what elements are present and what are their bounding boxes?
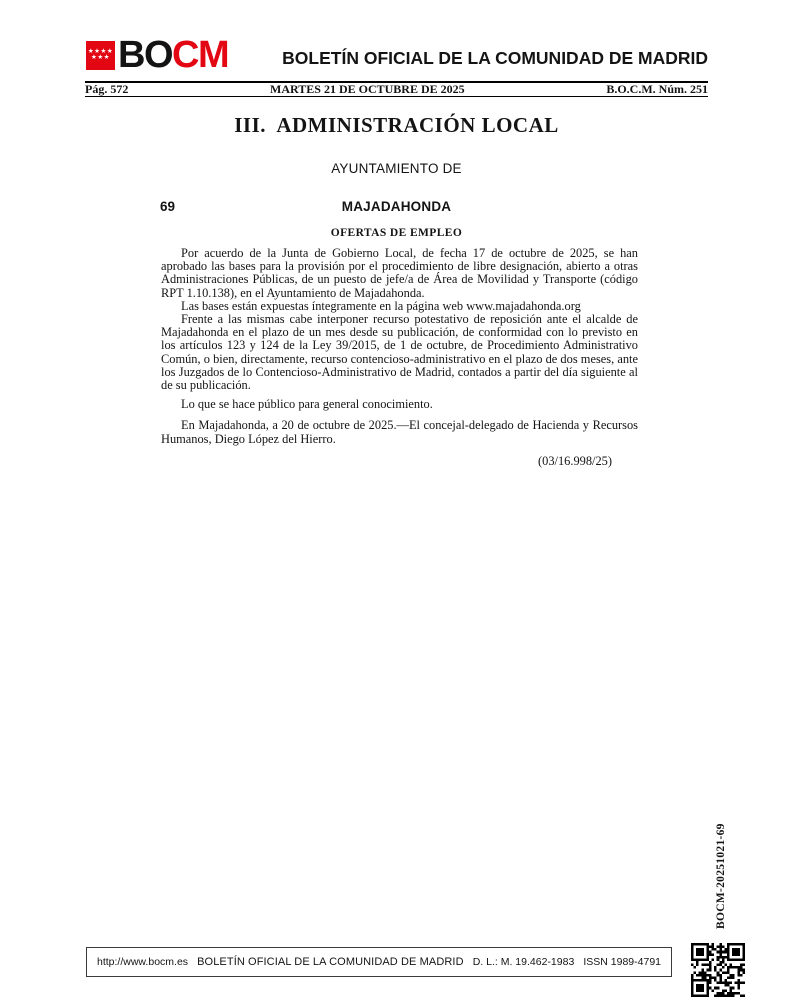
logo-cm: CM — [172, 34, 229, 76]
paragraph: Frente a las mismas cabe interponer recurso potestativo de reposición ante el alcalde de Majadahonda en el plazo de un mes desde su publicación, de conformidad con lo previsto en los artículos 123 y 124 de la Ley 39/2015, de 1 de octubre, de Procedimiento Administrativo Común, o bien, directamente, recurso contencioso-administrativo en el plazo de dos meses, ante los Juzgados de lo Contencioso-Administrativo de Madrid, contados a partir del día siguiente al de su publicación. — [161, 312, 638, 393]
issue-number: B.O.C.M. Núm. 251 — [606, 82, 708, 96]
bocm-logo-text — [118, 34, 229, 76]
madrid-flag-icon — [86, 41, 115, 70]
paragraph: Por acuerdo de la Junta de Gobierno Local, de fecha 17 de octubre de 2025, se han aprobado las bases para la provisión por el procedimiento de libre designación, abierto a otras Administraciones Públicas, de un puesto de jefe/a de Área de Movilidad y Transporte (código RPT 1.10.138), en el Ayuntamiento de Majadahonda. — [161, 246, 638, 300]
footer-bar — [86, 947, 672, 977]
article-body — [161, 247, 638, 468]
reference-code: (03/16.998/25) — [538, 453, 612, 468]
municipality-name: MAJADAHONDA — [341, 199, 452, 214]
flag-stars-row1: ★★★★ — [87, 48, 114, 55]
item-number: 69 — [160, 199, 176, 214]
qr-code-icon — [691, 943, 745, 997]
footer-url: http://www.bocm.es — [97, 956, 189, 968]
footer-issn: ISSN 1989-4791 — [583, 956, 661, 968]
section-title: III. ADMINISTRACIÓN LOCAL — [234, 113, 559, 137]
edition-date: MARTES 21 DE OCTUBRE DE 2025 — [270, 82, 465, 96]
masthead-title: BOLETÍN OFICIAL DE LA COMUNIDAD DE MADRID — [282, 48, 708, 68]
footer-legal-deposit: D. L.: M. 19.462-1983 — [472, 956, 575, 968]
footer-title: BOLETÍN OFICIAL DE LA COMUNIDAD DE MADRID — [197, 956, 464, 968]
paragraph: Las bases están expuestas íntegramente en la página web www.majadahonda.org — [181, 298, 581, 313]
flag-stars-row2: ★★★ — [91, 54, 110, 61]
closing-line: Lo que se hace público para general conocimiento. — [181, 397, 433, 412]
bocm-logo — [86, 34, 229, 76]
header-rule-thin — [85, 96, 708, 97]
page-number: Pág. 572 — [85, 82, 129, 96]
signature-line: En Majadahonda, a 20 de octubre de 2025.—El concejal-delegado de Hacienda y Recursos Humanos, Diego López del Hierro. — [161, 418, 638, 446]
municipality-heading: AYUNTAMIENTO DE — [331, 161, 462, 176]
subsection-heading: OFERTAS DE EMPLEO — [330, 227, 463, 239]
logo-bo: BO — [118, 34, 172, 76]
document-code-vertical: BOCM-20251021-69 — [715, 823, 727, 929]
header-bar — [85, 83, 708, 96]
